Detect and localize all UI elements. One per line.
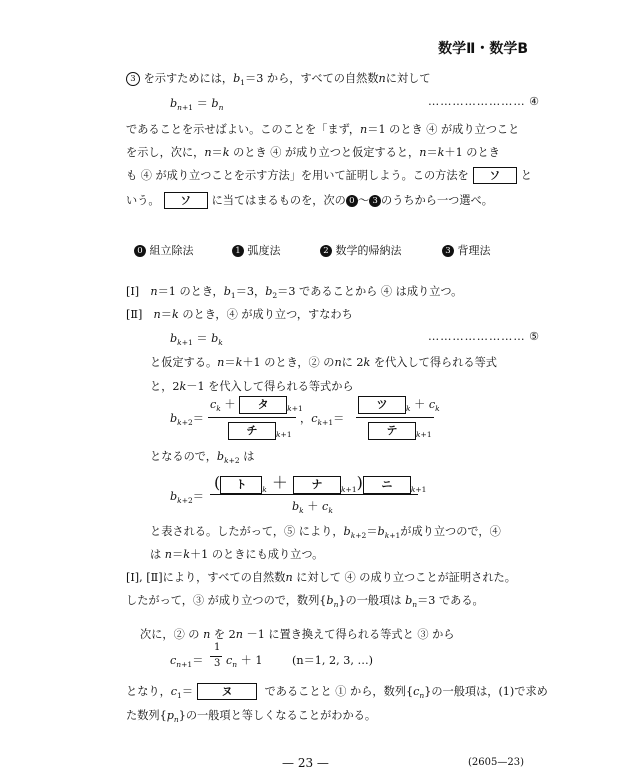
- answer-box-so-ref[interactable]: ソ: [164, 192, 208, 209]
- answer-box-so[interactable]: ソ: [473, 167, 517, 184]
- eq-b-k2-big-numerator: ( ト $_k$ ＋ ナ $_{k+1}$) ニ $_{k+1}$: [214, 473, 427, 495]
- frac-numerator-1: 1: [214, 642, 221, 653]
- equation-5: $b_{k+1} = b_k$: [170, 332, 223, 348]
- exam-code: (2605—23): [468, 757, 524, 768]
- proof-line-and: と，2k－1 を代入して得られる等式から: [150, 380, 354, 393]
- choice-1[interactable]: 1 弧度法: [232, 242, 281, 258]
- intro-line-3: であることを示せばよい。このことを「まず，n＝1 のとき ④ が成り立つこと: [126, 123, 520, 136]
- eq-b-k2-lhs: $b_{k+2}=$: [170, 412, 204, 428]
- fraction-bar-4: [210, 656, 222, 657]
- eq-c-k1-numerator: ツ $_k + c_k$: [358, 396, 440, 414]
- page-header: 数学Ⅱ・数学B: [438, 41, 528, 57]
- intro-line-6: いう。 ソ に当てはまるものを，次の 0 ～ 3 のうちから一つ選べ。: [126, 194, 493, 207]
- next-line-1: 次に，② の n を 2n －1 に置き換えて得られる等式と ③ から: [140, 628, 455, 641]
- circled-3: 3: [126, 72, 140, 86]
- intro-line-1: 3 を示すためには，$b_1=3$ から，すべての自然数nに対して: [126, 70, 431, 87]
- choice-0[interactable]: 0 組立除法: [134, 242, 194, 258]
- conclusion-line-2: したがって，③ が成り立つので，数列$\{b_n\}$の一般項は $b_n=3$ である。: [126, 594, 484, 610]
- recurrence-equation: $c_{n+1}=$: [170, 654, 204, 670]
- eq-b-k2-numerator: $c_k$ ＋ タ $_{k+1}$: [210, 398, 303, 414]
- proof-line-naru: となるので，$b_{k+2}$ は: [150, 450, 255, 466]
- answer-box-te[interactable]: テ: [368, 422, 416, 440]
- equation-5-label: …………………… ⑤: [428, 330, 540, 343]
- answer-box-chi[interactable]: チ: [228, 422, 276, 440]
- fraction-bar-3: [210, 494, 418, 495]
- proof-line-assume: と仮定する。n＝k＋1 のとき，② のnに 2k を代入して得られる等式: [150, 356, 497, 369]
- choice-2[interactable]: 2 数学的帰納法: [320, 242, 402, 258]
- eq-b-k2-denominator: チ $_{k+1}$: [228, 422, 292, 440]
- recurrence-range: (n＝1, 2, 3, …): [292, 654, 374, 667]
- intro-line-4: を示し，次に，n＝k のとき ④ が成り立つと仮定すると，n＝k＋1 のとき: [126, 146, 500, 159]
- equation-4: $b_{n+1} = b_n$: [170, 97, 224, 113]
- proof-step-1: [Ⅰ] n＝1 のとき，$b_1=3$，$b_2=3$ であることから ④ は成り立つ。: [126, 285, 463, 301]
- eq-b-k2-lhs-2: $b_{k+2}=$: [170, 490, 204, 506]
- intro-line-5: も ④ が成り立つことを示す方法」を用いて証明しよう。この方法を ソ と: [126, 169, 532, 182]
- eq-c-k1-denominator: テ $_{k+1}$: [368, 422, 432, 440]
- answer-box-nu[interactable]: ヌ: [197, 683, 257, 700]
- conclusion-line-1: [Ⅰ], [Ⅱ]により，すべての自然数n に対して ④ の成り立つことが証明された。: [126, 571, 516, 584]
- proof-line-hyou: と表される。したがって，⑤ により，$b_{k+2}=b_{k+1}$が成り立つので，④: [150, 525, 501, 541]
- next-line-4: た数列$\{p_n\}$の一般項と等しくなることがわかる。: [126, 709, 377, 725]
- proof-step-2: [Ⅱ] n＝k のとき，④ が成り立つ，すなわち: [126, 308, 353, 321]
- answer-box-ta[interactable]: タ: [239, 396, 287, 414]
- next-line-3: となり，$c_1=$ ヌ であることと ① から，数列$\{c_n\}$の一般項は，(1)で求め: [126, 685, 548, 701]
- frac-denominator-3: 3: [214, 658, 221, 669]
- choice-3[interactable]: 3 背理法: [442, 242, 491, 258]
- page-number: — 23 —: [282, 756, 329, 770]
- answer-box-ni[interactable]: ニ: [363, 476, 411, 494]
- fraction-bar-1: [208, 417, 296, 418]
- equation-4-label: …………………… ④: [428, 95, 540, 108]
- recurrence-rhs: $c_n + 1$: [226, 654, 263, 670]
- fraction-bar-2: [356, 417, 434, 418]
- proof-line-ha: は n＝k＋1 のときにも成り立つ。: [150, 548, 324, 561]
- eq-b-k2-big-denominator: $b_k + c_k$: [292, 500, 333, 516]
- answer-box-tsu[interactable]: ツ: [358, 396, 406, 414]
- answer-box-to[interactable]: ト: [220, 476, 262, 494]
- answer-box-na[interactable]: ナ: [293, 476, 341, 494]
- eq-c-k1-lhs: ，$c_{k+1}=$: [300, 412, 345, 428]
